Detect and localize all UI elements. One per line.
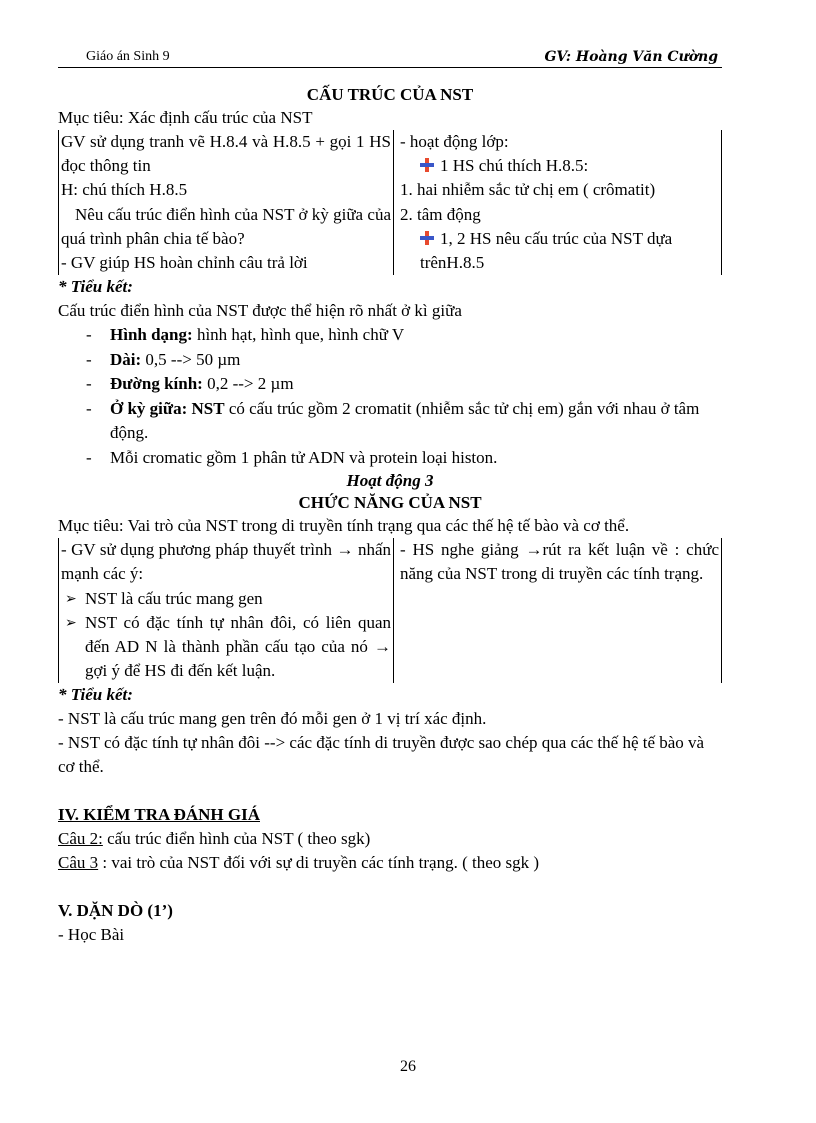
goal-label: Mục tiêu: bbox=[58, 108, 124, 127]
teacher-step: Nêu cấu trúc điển hình của NST ở kỳ giữa của quá trình phân chia tế bào? bbox=[61, 204, 391, 248]
list-item: ➢ NST là cấu trúc mang gen bbox=[61, 587, 391, 611]
student-step-row bbox=[400, 154, 719, 178]
header-subject: Giáo án Sinh 9 bbox=[86, 49, 170, 64]
list-item: - Hình dạng: hình hạt, hình que, hình chữ V bbox=[58, 323, 722, 348]
teacher-column bbox=[59, 130, 394, 275]
section-title-structure: CẤU TRÚC CỦA NST bbox=[306, 85, 474, 104]
page-header bbox=[58, 44, 722, 68]
activity-table-1 bbox=[58, 130, 722, 275]
list-item: - Mỗi cromatic gồm 1 phân tử ADN và protein loại histon. bbox=[58, 446, 722, 471]
student-column bbox=[394, 130, 722, 275]
teacher-points bbox=[61, 587, 391, 684]
teacher-column bbox=[59, 538, 394, 683]
teacher-step: GV sử dụng tranh vẽ H.8.4 và H.8.5 + gọi 1 HS đọc thông tin bbox=[61, 132, 391, 176]
section-title-homework: V. DẶN DÒ (1’) bbox=[58, 901, 173, 921]
student-step: 2. tâm động bbox=[400, 204, 481, 224]
student-step-row bbox=[400, 227, 719, 275]
goal-text: Vai trò của NST trong di truyền tính trạng qua các thế hệ tế bào và cơ thể. bbox=[123, 516, 630, 536]
student-column: - HS nghe giảng →rút ra kết luận về : chức năng của NST trong di truyền các tính trạng. bbox=[394, 538, 722, 683]
list-item: ➢ NST có đặc tính tự nhân đôi, có liên quan đến AD N là thành phần cấu tạo của nó → gợi ý để HS đi đến kết luận. bbox=[61, 611, 391, 684]
summary-label: * Tiểu kết: bbox=[58, 685, 133, 705]
homework-item: - Học Bài bbox=[58, 925, 125, 945]
section-title-function: CHỨC NĂNG CỦA NST bbox=[298, 493, 482, 513]
goal-label: Mục tiêu: bbox=[58, 516, 124, 536]
student-step: 1. hai nhiễm sắc tử chị em ( crômatit) bbox=[400, 180, 656, 200]
document-page bbox=[58, 44, 722, 947]
header-teacher: GV: Hoàng Văn Cường bbox=[544, 49, 718, 65]
summary-intro: Cấu trúc điển hình của NST được thể hiện rõ nhất ở kì giữa bbox=[58, 301, 462, 321]
goal-text: Xác định cấu trúc của NST bbox=[123, 108, 313, 127]
teacher-intro: - GV sử dụng phương pháp thuyết trình → nhấn mạnh các ý: bbox=[61, 540, 391, 584]
summary-line: - NST là cấu trúc mang gen trên đó mỗi gen ở 1 vị trí xác định. bbox=[58, 709, 487, 729]
summary-line: - NST có đặc tính tự nhân đôi --> các đặc tính di truyền được sao chép qua các thế hệ tế bào và cơ thể. bbox=[58, 733, 705, 777]
teacher-step: - GV giúp HS hoàn chỉnh câu trả lời bbox=[61, 253, 308, 273]
activity-table-2 bbox=[58, 538, 722, 683]
plus-bullet-icon bbox=[420, 231, 434, 245]
activity-heading: Hoạt động 3 bbox=[346, 471, 434, 491]
student-step: 1 HS chú thích H.8.5: bbox=[440, 156, 589, 176]
student-step: 1, 2 HS nêu cấu trúc của NST dựa trênH.8.5 bbox=[420, 228, 673, 273]
page-number: 26 bbox=[400, 1058, 416, 1075]
goal-line-2 bbox=[58, 514, 722, 538]
list-item: - Ở kỳ giữa: NST có cấu trúc gồm 2 cromatit (nhiễm sắc tử chị em) gắn với nhau ở tâm động. bbox=[58, 397, 722, 446]
teacher-step: H: chú thích H.8.5 bbox=[61, 180, 188, 200]
student-step: - hoạt động lớp: bbox=[400, 132, 509, 151]
goal-line bbox=[58, 106, 722, 130]
question-2: Câu 2: cấu trúc điển hình của NST ( theo sgk) bbox=[58, 829, 371, 849]
plus-bullet-icon bbox=[420, 158, 434, 172]
structure-list bbox=[58, 323, 722, 470]
question-3: Câu 3 : vai trò của NST đối với sự di truyền các tính trạng. ( theo sgk ) bbox=[58, 853, 540, 873]
list-item: - Đường kính: 0,2 --> 2 µm bbox=[58, 372, 722, 397]
summary-label: * Tiểu kết: bbox=[58, 277, 133, 297]
section-title-assessment: IV. KIỂM TRA ĐÁNH GIÁ bbox=[58, 805, 260, 825]
list-item: - Dài: 0,5 --> 50 µm bbox=[58, 348, 722, 373]
